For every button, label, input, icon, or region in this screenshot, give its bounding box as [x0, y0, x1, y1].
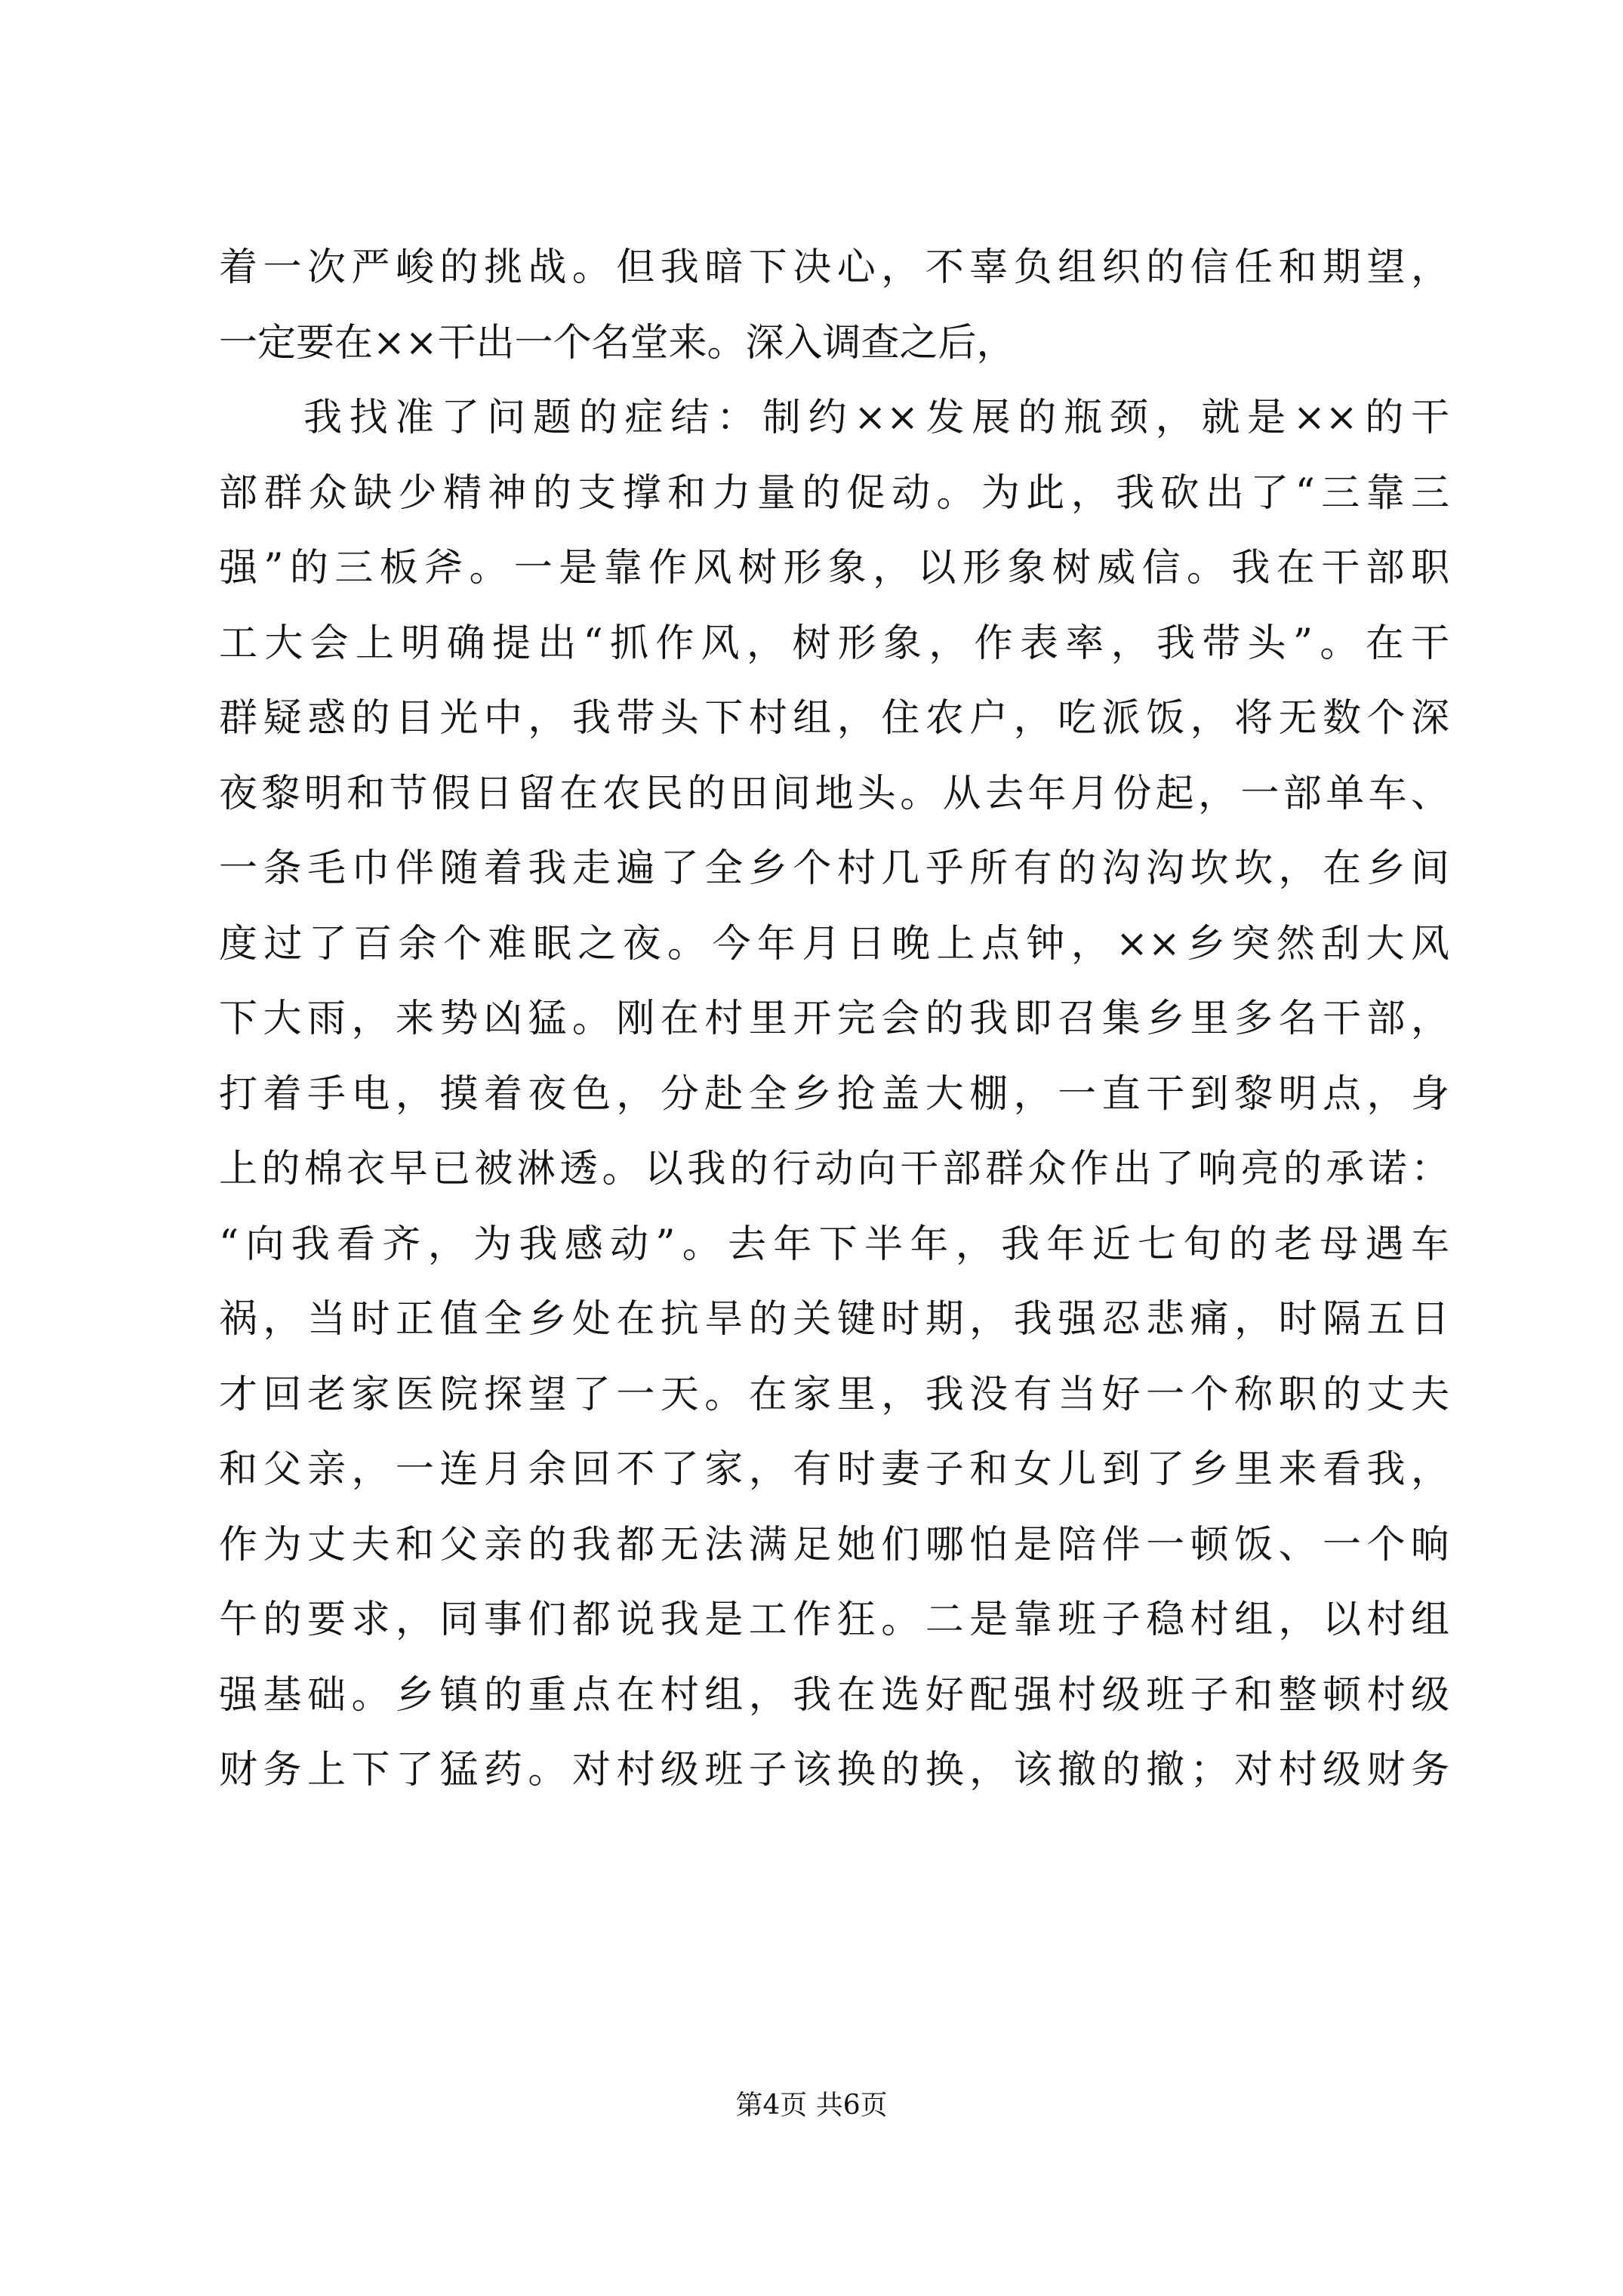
body-line: 和父亲，一连月余回不了家，有时妻子和女儿到了乡里来看我，: [219, 1447, 1449, 1492]
body-line: 度过了百余个难眠之夜。今年月日晚上点钟，××乡突然刮大风: [219, 921, 1449, 966]
body-line: 工大会上明确提出“抓作风，树形象，作表率，我带头”。在干: [219, 621, 1449, 666]
body-line: “向我看齐，为我感动”。去年下半年，我年近七旬的老母遇车: [219, 1222, 1449, 1267]
body-line: 午的要求，同事们都说我是工作狂。二是靠班子稳村组，以村组: [219, 1598, 1449, 1642]
body-line: 我找准了问题的症结：制约××发展的瓶颈，就是××的干: [303, 396, 1449, 440]
body-line: 打着手电，摸着夜色，分赴全乡抢盖大棚，一直干到黎明点，身: [219, 1071, 1449, 1117]
body-line: 一条毛巾伴随着我走遍了全乡个村几乎所有的沟沟坎坎，在乡间: [219, 846, 1449, 891]
body-line: 着一次严峻的挑战。但我暗下决心，不辜负组织的信任和期望，: [219, 245, 1449, 290]
body-line: 作为丈夫和父亲的我都无法满足她们哪怕是陪伴一顿饭、一个晌: [219, 1522, 1449, 1567]
body-line: 祸，当时正值全乡处在抗旱的关键时期，我强忍悲痛，时隔五日: [219, 1297, 1449, 1342]
document-body: [219, 230, 1449, 1808]
body-line: 上的棉衣早已被淋透。以我的行动向干部群众作出了响亮的承诺：: [219, 1147, 1449, 1191]
page-footer: 第4页 共6页: [735, 2090, 888, 2121]
body-line: 一定要在××干出一个名堂来。深入调查之后，: [219, 320, 1015, 365]
body-line: 强”的三板斧。一是靠作风树形象，以形象树威信。我在干部职: [219, 546, 1449, 590]
body-line: 部群众缺少精神的支撑和力量的促动。为此，我砍出了“三靠三: [219, 470, 1449, 516]
body-line: 强基础。乡镇的重点在村组，我在选好配强村级班子和整顿村级: [219, 1672, 1449, 1718]
body-line: 才回老家医院探望了一天。在家里，我没有当好一个称职的丈夫: [219, 1372, 1449, 1417]
body-line: 下大雨，来势凶猛。刚在村里开完会的我即召集乡里多名干部，: [219, 997, 1449, 1041]
body-line: 夜黎明和节假日留在农民的田间地头。从去年月份起，一部单车、: [219, 771, 1449, 816]
body-line: 群疑惑的目光中，我带头下村组，住农户，吃派饭，将无数个深: [219, 696, 1449, 741]
body-line: 财务上下了猛药。对村级班子该换的换，该撤的撤；对村级财务: [219, 1748, 1449, 1792]
